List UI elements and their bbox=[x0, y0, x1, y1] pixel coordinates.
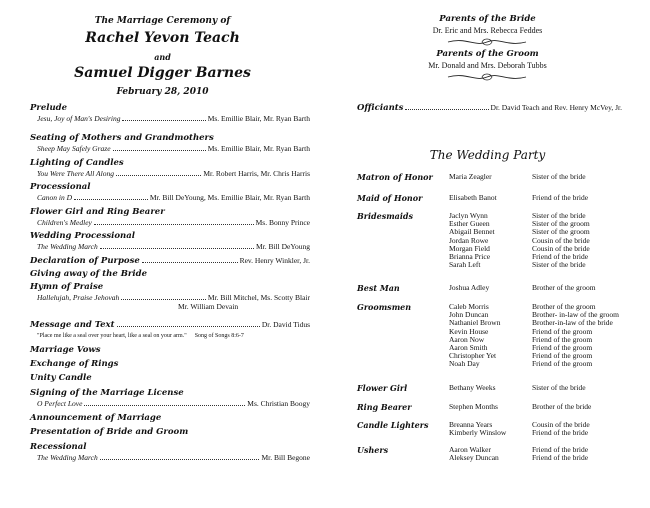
program-item bbox=[30, 360, 310, 369]
program-item bbox=[30, 389, 310, 408]
program-item-line bbox=[30, 257, 310, 266]
party-member-relation: Brother of the bride bbox=[532, 402, 592, 411]
program-item-detail bbox=[30, 219, 310, 227]
program-item-detail bbox=[30, 400, 310, 408]
program-item-title: Signing of the Marriage License bbox=[30, 388, 184, 398]
program-item-title: Seating of Mothers and Grandmothers bbox=[30, 133, 214, 143]
program-item bbox=[30, 159, 310, 178]
party-role: Maid of Honor bbox=[357, 193, 423, 203]
party-member-relation: Friend of the bride bbox=[532, 428, 589, 438]
program-item bbox=[30, 208, 310, 227]
party-member-relation: Friend of the groom bbox=[532, 326, 593, 336]
program-item bbox=[30, 321, 310, 339]
party-role: Candle Lighters bbox=[357, 420, 429, 430]
party-role: Best Man bbox=[357, 283, 400, 293]
party-member-relation: Sister of the bride bbox=[532, 260, 586, 270]
party-member-name: Breanna Years bbox=[449, 420, 493, 429]
party-member-name: Kimberly Winslow bbox=[449, 428, 507, 438]
parents-bride-title: Parents of the Bride bbox=[439, 14, 536, 24]
program-item bbox=[30, 283, 310, 310]
party-member-name: Aaron Now bbox=[449, 334, 485, 344]
party-member-name: Elisabeth Banot bbox=[449, 193, 497, 202]
program-item-performer: Mr. Bill DeYoung bbox=[255, 241, 310, 251]
party-member-name: Abigail Bennet bbox=[449, 227, 495, 237]
program-item-performer: Ms. Christian Boogy bbox=[247, 398, 310, 408]
party-member-relation: Brother- in-law of the groom bbox=[532, 310, 619, 320]
party-member-relation: Sister of the groom bbox=[532, 227, 590, 237]
program-item-detail bbox=[30, 115, 310, 123]
party-member-name: Aleksey Duncan bbox=[449, 453, 499, 463]
program-item-title: Lighting of Candles bbox=[30, 158, 124, 168]
program-item-title: Presentation of Bride and Groom bbox=[30, 427, 189, 437]
party-member-name: Esther Gueen bbox=[449, 219, 490, 229]
program-item-performer: Ms. Emillie Blair, Mr. Ryan Barth bbox=[207, 113, 310, 123]
party-member-name: Christopher Yet bbox=[449, 351, 497, 361]
program-item-title: Recessional bbox=[30, 442, 87, 452]
program-item-piece: You Were There All Along bbox=[37, 168, 114, 178]
party-role: Bridesmaids bbox=[357, 211, 413, 221]
officiants-names: Dr. David Teach and Rev. Henry McVey, Jr. bbox=[490, 103, 622, 112]
scripture-quote: "Place me like a seal over your heart, like a seal on your arm." bbox=[37, 332, 187, 339]
program-item-piece: Sheep May Safely Graze bbox=[37, 143, 111, 153]
party-role: Matron of Honor bbox=[357, 172, 433, 182]
party-member-relation: Friend of the bride bbox=[532, 445, 589, 454]
program-item-title: Marriage Vows bbox=[30, 345, 101, 355]
program-item-performer: Mr. Bill DeYoung, Ms. Emillie Blair, Mr. Ryan Barth bbox=[149, 192, 310, 202]
program-item-title: Processional bbox=[30, 182, 91, 192]
party-member-relation: Sister of the groom bbox=[532, 219, 590, 229]
party-member-name: Aaron Smith bbox=[449, 343, 488, 352]
program-item-piece: Children's Medley bbox=[37, 217, 92, 227]
program-item-title: Hymn of Praise bbox=[30, 282, 104, 292]
party-member-relation: Friend of the groom bbox=[532, 343, 593, 352]
party-member-name: John Duncan bbox=[449, 310, 489, 320]
program-item-performer: Mr. Bill Mitchel, Ms. Scotty Blair bbox=[207, 292, 310, 302]
program-item-title: Flower Girl and Ring Bearer bbox=[30, 207, 165, 217]
groom-name: Samuel Digger Barnes bbox=[74, 65, 251, 81]
program-item bbox=[30, 346, 310, 355]
party-member-name: Stephen Months bbox=[449, 402, 498, 411]
party-member-name: Caleb Morris bbox=[449, 302, 489, 311]
program-item-performer: Rev. Henry Winkler, Jr. bbox=[239, 256, 310, 265]
officiants-line bbox=[357, 104, 622, 113]
party-member-relation: Friend of the groom bbox=[532, 359, 593, 369]
party-member-name: Brianna Price bbox=[449, 252, 491, 261]
program-item-detail bbox=[30, 243, 310, 251]
flourish-divider-icon bbox=[446, 37, 528, 47]
officiants-label: Officiants bbox=[357, 103, 404, 113]
and-text: and bbox=[154, 52, 171, 62]
party-member-relation: Friend of the groom bbox=[532, 334, 593, 344]
program-item-piece: Canon in D bbox=[37, 192, 73, 202]
ceremony-intro: The Marriage Ceremony of bbox=[94, 16, 231, 26]
program-item bbox=[30, 257, 310, 266]
program-item-title: Declaration of Purpose bbox=[30, 256, 140, 266]
party-member-name: Bethany Weeks bbox=[449, 383, 496, 392]
program-item bbox=[30, 232, 310, 251]
program-item-detail bbox=[30, 145, 310, 153]
party-role: Ring Bearer bbox=[357, 402, 412, 412]
program-item-performer: Ms. Bonny Prince bbox=[255, 217, 310, 227]
party-role: Flower Girl bbox=[357, 383, 408, 393]
wedding-party-title: The Wedding Party bbox=[429, 148, 546, 162]
program-item bbox=[30, 104, 310, 123]
party-member-name: Jordan Rowe bbox=[449, 235, 489, 245]
program-item-performer-2: Mr. William Devain bbox=[178, 301, 239, 311]
party-member-relation: Friend of the bride bbox=[532, 193, 589, 202]
program-item-line bbox=[30, 321, 310, 330]
flourish-divider-icon bbox=[446, 72, 528, 82]
party-member-name: Aaron Walker bbox=[449, 445, 491, 454]
program-item-title: Wedding Processional bbox=[30, 231, 135, 241]
party-member-name: Joshua Adley bbox=[449, 283, 490, 292]
party-member-name: Noah Day bbox=[449, 359, 480, 369]
program-item-title: Unity Candle bbox=[30, 373, 92, 383]
party-member-relation: Cousin of the bride bbox=[532, 243, 590, 253]
party-role: Groomsmen bbox=[357, 302, 412, 312]
program-item-title: Exchange of Rings bbox=[30, 359, 119, 369]
party-member-name: Nathaniel Brown bbox=[449, 318, 501, 328]
program-item-piece: O Perfect Love bbox=[37, 398, 83, 408]
party-member-relation: Cousin of the bride bbox=[532, 420, 590, 429]
program-item bbox=[30, 443, 310, 462]
party-role: Ushers bbox=[357, 445, 389, 455]
party-member-relation: Sister of the bride bbox=[532, 211, 586, 220]
program-item-title: Giving away of the Bride bbox=[30, 269, 147, 279]
party-member-name: Jaclyn Wynn bbox=[449, 211, 488, 220]
program-item-piece: Hallelujah, Praise Jehovah bbox=[37, 292, 120, 302]
program-item-title: Prelude bbox=[30, 103, 68, 113]
party-member-name: Morgan Field bbox=[449, 243, 490, 253]
program-item bbox=[30, 428, 310, 437]
program-item bbox=[30, 134, 310, 153]
party-member-relation: Sister of the bride bbox=[532, 383, 586, 392]
party-member-relation: Brother of the groom bbox=[532, 302, 596, 311]
program-item-piece: The Wedding March bbox=[37, 452, 98, 462]
party-member-relation: Brother-in-law of the bride bbox=[532, 318, 613, 328]
program-item bbox=[30, 270, 310, 279]
party-member-name: Sarah Left bbox=[449, 260, 481, 270]
program-item-title: Message and Text bbox=[30, 320, 115, 330]
party-member-name: Maria Zeagler bbox=[449, 172, 492, 181]
program-item-performer: Mr. Robert Harris, Mr. Chris Harris bbox=[203, 168, 310, 178]
program-item-title: Announcement of Marriage bbox=[30, 413, 162, 423]
program-item-performer: Ms. Emillie Blair, Mr. Ryan Barth bbox=[207, 143, 310, 153]
program-item bbox=[30, 374, 310, 383]
party-member-relation: Brother of the groom bbox=[532, 283, 596, 292]
program-item-detail bbox=[30, 294, 310, 302]
party-member-relation: Friend of the groom bbox=[532, 351, 593, 361]
program-item bbox=[30, 414, 310, 423]
party-member-relation: Friend of the bride bbox=[532, 252, 589, 261]
party-member-relation: Cousin of the bride bbox=[532, 235, 590, 245]
program-item-detail bbox=[30, 454, 310, 462]
program-item-piece: The Wedding March bbox=[37, 241, 98, 251]
parents-groom-title: Parents of the Groom bbox=[436, 49, 539, 59]
program-item-detail bbox=[30, 194, 310, 202]
party-member-relation: Friend of the bride bbox=[532, 453, 589, 463]
scripture-reference: Song of Songs 8:6-7 bbox=[194, 332, 244, 339]
program-item-performer: Dr. David Tidus bbox=[261, 320, 310, 329]
program-item-performer: Mr. Bill Begone bbox=[261, 452, 310, 462]
party-member-relation: Sister of the bride bbox=[532, 172, 586, 181]
program-item-piece: Jesu, Joy of Man's Desiring bbox=[37, 113, 121, 123]
ceremony-date: February 28, 2010 bbox=[116, 87, 209, 97]
party-member-name: Kevin House bbox=[449, 326, 489, 336]
parents-groom: Mr. Donald and Mrs. Deborah Tubbs bbox=[428, 61, 547, 70]
program-item bbox=[30, 183, 310, 202]
parents-bride: Dr. Eric and Mrs. Rebecca Feddes bbox=[432, 26, 543, 35]
program-item-detail bbox=[30, 170, 310, 178]
bride-name: Rachel Yevon Teach bbox=[85, 30, 240, 46]
